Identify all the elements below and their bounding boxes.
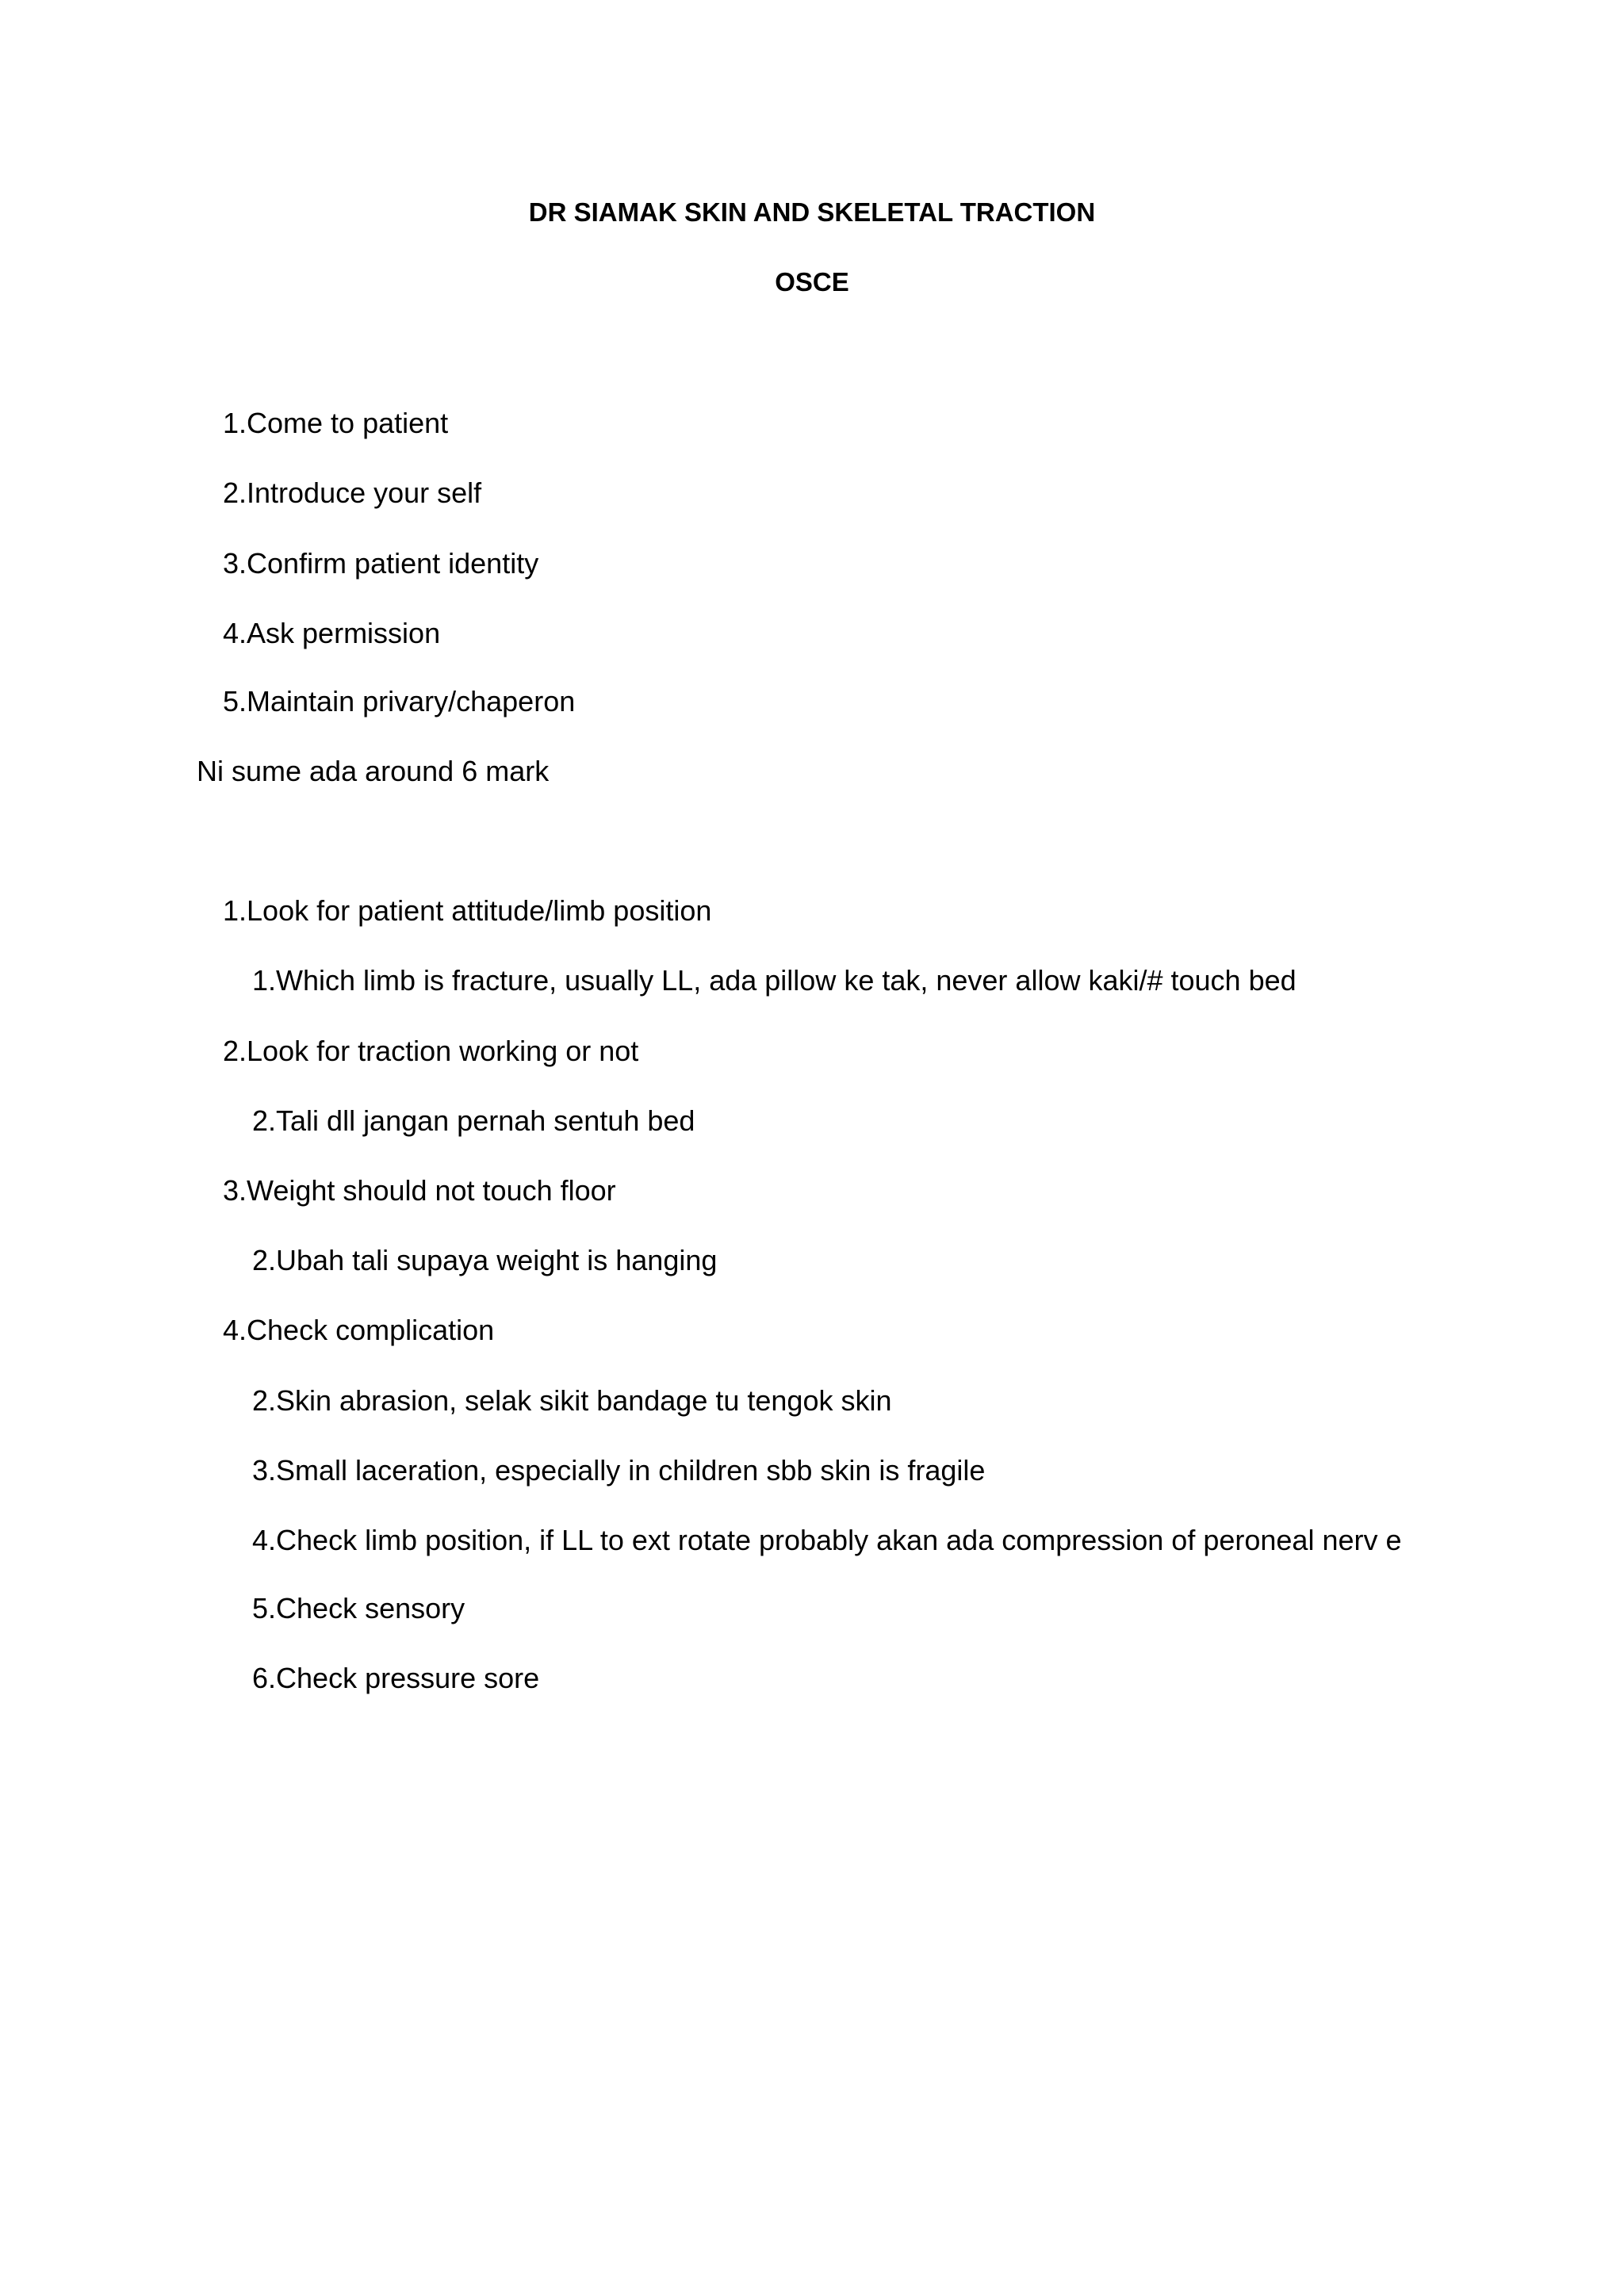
document-title: DR SIAMAK SKIN AND SKELETAL TRACTION — [528, 197, 1096, 227]
intro-step: 5.Maintain privary/chaperon — [223, 685, 576, 718]
exam-substep: 2.Tali dll jangan pernah sentuh bed — [252, 1104, 695, 1137]
exam-step: 4.Check complication — [223, 1314, 495, 1346]
exam-substep: 4.Check limb position, if LL to ext rotate probably akan ada compression of peroneal nerv e — [252, 1524, 1402, 1556]
exam-substep: 3.Small laceration, especially in children sbb skin is fragile — [252, 1454, 986, 1487]
exam-substep: 2.Ubah tali supaya weight is hanging — [252, 1244, 718, 1276]
exam-substep: 2.Skin abrasion, selak sikit bandage tu tengok skin — [252, 1384, 892, 1417]
intro-step: 2.Introduce your self — [223, 476, 482, 509]
document-subtitle: OSCE — [775, 267, 849, 297]
exam-substep: 5.Check sensory — [252, 1592, 465, 1624]
intro-note: Ni sume ada around 6 mark — [197, 755, 550, 787]
intro-step: 3.Confirm patient identity — [223, 547, 539, 580]
exam-step: 2.Look for traction working or not — [223, 1035, 639, 1067]
intro-step: 1.Come to patient — [223, 407, 449, 439]
exam-step: 3.Weight should not touch floor — [223, 1174, 616, 1207]
exam-substep: 1.Which limb is fracture, usually LL, ada pillow ke tak, never allow kaki/# touch bed — [252, 964, 1297, 997]
exam-substep: 6.Check pressure sore — [252, 1662, 540, 1694]
intro-step: 4.Ask permission — [223, 617, 441, 649]
exam-step: 1.Look for patient attitude/limb position — [223, 894, 712, 927]
